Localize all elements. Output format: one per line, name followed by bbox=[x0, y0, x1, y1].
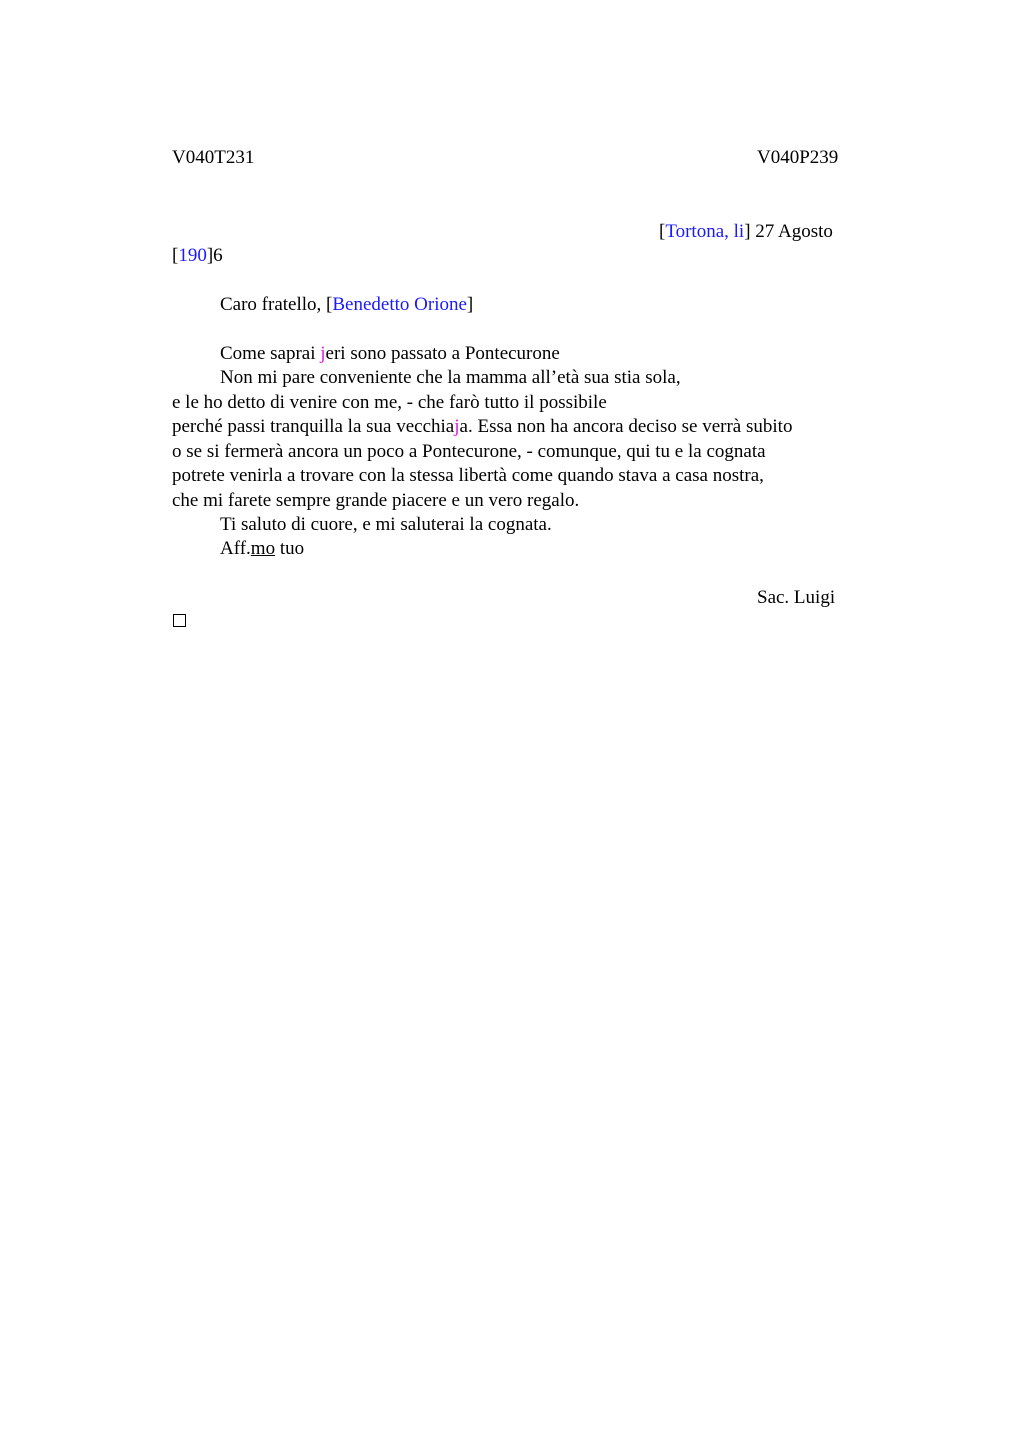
year-close: ]6 bbox=[206, 245, 223, 266]
body-line-1 bbox=[220, 342, 560, 366]
empty-square-icon bbox=[173, 614, 186, 627]
dateline bbox=[659, 220, 833, 244]
body-line-8: Ti saluto di cuore, e mi saluterai la cognata. bbox=[220, 514, 552, 535]
dateline-open-bracket: [ bbox=[659, 221, 666, 242]
body-line-7: che mi farete sempre grande piacere e un vero regalo. bbox=[172, 490, 580, 511]
dateline-date: ] 27 Agosto bbox=[744, 221, 833, 242]
salutation-text: Caro fratello, [ bbox=[220, 294, 333, 315]
body-line-5: o se si fermerà ancora un poco a Pontecurone, - comunque, qui tu e la cognata bbox=[172, 441, 766, 462]
variant-mark: j bbox=[320, 343, 326, 364]
body-line-3: e le ho detto di venire con me, - che farò tutto il possibile bbox=[172, 392, 607, 413]
body-line-6: potrete venirla a trovare con la stessa libertà come quando stava a casa nostra, bbox=[172, 465, 764, 486]
header-right-code: V040P239 bbox=[757, 147, 839, 168]
body-line-4-a: perché passi tranquilla la sua vecchia bbox=[172, 416, 455, 437]
salutation-name: Benedetto Orione bbox=[332, 294, 467, 315]
dateline-year bbox=[172, 244, 223, 268]
signature: Sac. Luigi bbox=[757, 587, 836, 608]
dateline-place: Tortona, li bbox=[665, 221, 745, 242]
body-line-1-a: Come saprai bbox=[220, 343, 321, 364]
year-editorial: 190 bbox=[178, 245, 207, 266]
body-line-4 bbox=[172, 415, 792, 439]
body-line-1-b: eri sono passato a Pontecurone bbox=[325, 343, 560, 364]
year-open-bracket: [ bbox=[172, 245, 179, 266]
closing-b: tuo bbox=[275, 538, 305, 559]
salutation-close: ] bbox=[466, 294, 474, 315]
closing-a: Aff. bbox=[220, 538, 251, 559]
body-line-2: Non mi pare conveniente che la mamma all’età sua stia sola, bbox=[220, 367, 681, 388]
closing bbox=[220, 537, 304, 561]
body-line-4-b: a. Essa non ha ancora deciso se verrà subito bbox=[459, 416, 793, 437]
salutation bbox=[220, 293, 473, 317]
header-left-code: V040T231 bbox=[172, 147, 255, 168]
closing-superscript: mo bbox=[250, 538, 276, 559]
variant-mark: j bbox=[454, 416, 460, 437]
